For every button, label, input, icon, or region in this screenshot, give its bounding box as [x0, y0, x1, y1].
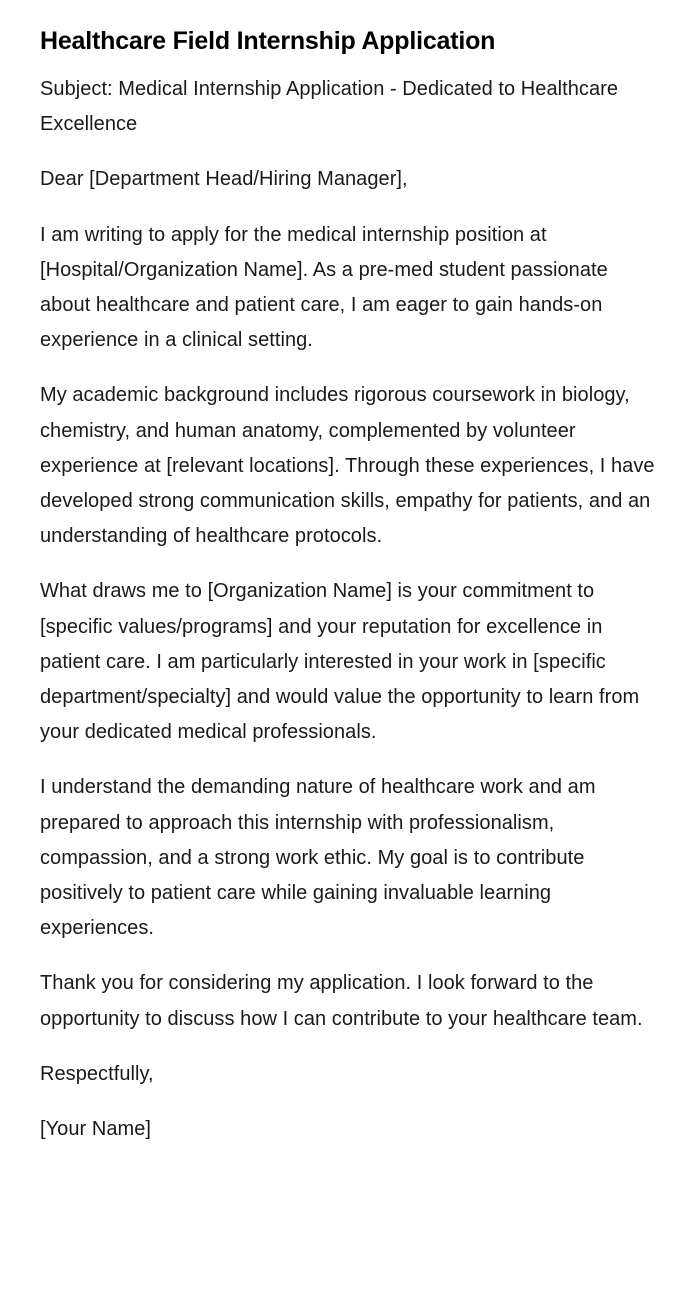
letter-paragraph-commitment: I understand the demanding nature of healthcare work and am prepared to approach this internship with professionalism, compassion, and a strong work ethic. My goal is to contribute positively to patient care while gaining invaluable learning experiences. — [40, 776, 596, 940]
letter-paragraph-background: My academic background includes rigorous coursework in biology, chemistry, and human anatomy, complemented by volunteer experience at [relevant locations]. Through these experiences, I have developed strong communication skills, empathy for patients, and an understanding of healthcare protocols. — [40, 384, 655, 548]
letter-title: Healthcare Field Internship Application — [40, 27, 496, 55]
letter-paragraph-intro: I am writing to apply for the medical internship position at [Hospital/Organization Name]. As a pre-med student passionate about healthcare and patient care, I am eager to gain hands-on experience in a clinical setting. — [40, 223, 608, 352]
letter-paragraph-motivation: What draws me to [Organization Name] is your commitment to [specific values/programs] and your reputation for excellence in patient care. I am particularly interested in your work in [specific department/specialty] and would value the opportunity to learn from your dedicated medical professionals. — [40, 580, 640, 744]
letter-signature: [Your Name] — [40, 1118, 151, 1141]
letter-paragraph-thanks: Thank you for considering my application. I look forward to the opportunity to discuss how I can contribute to your healthcare team. — [40, 972, 643, 1030]
letter-closing: Respectfully, — [40, 1062, 154, 1085]
letter-salutation: Dear [Department Head/Hiring Manager], — [40, 168, 408, 191]
letter-subject: Subject: Medical Internship Application - Dedicated to Healthcare Excellence — [40, 78, 619, 136]
